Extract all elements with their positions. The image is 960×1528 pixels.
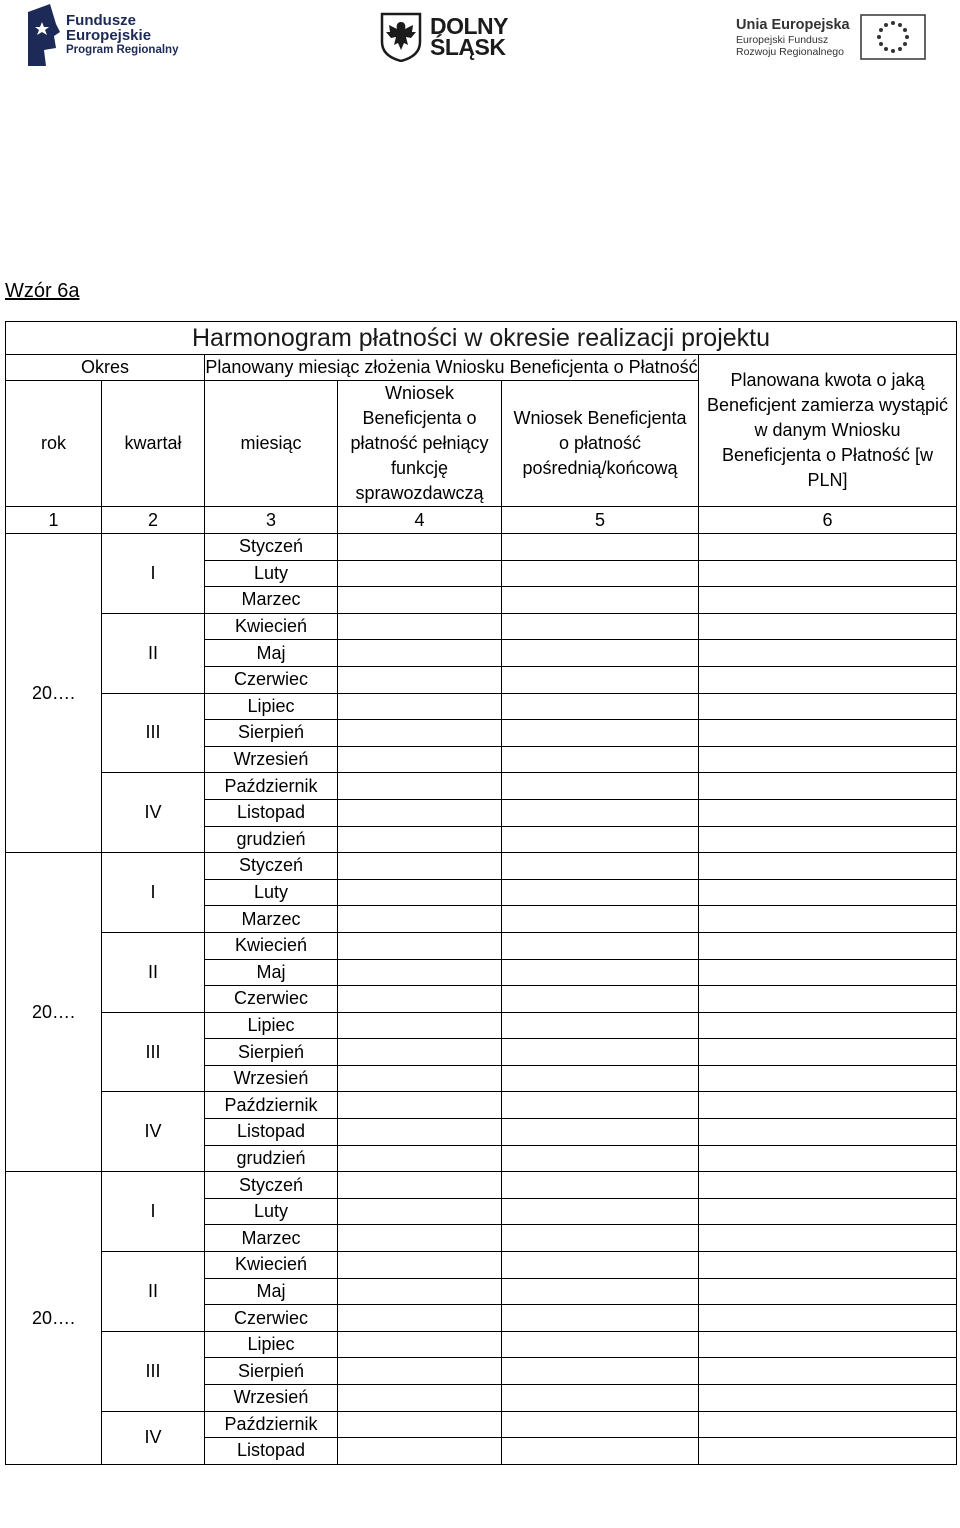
quarter-cell: IV: [102, 1411, 205, 1464]
posrednia-input-cell[interactable]: [502, 1012, 699, 1039]
quarter-cell: II: [102, 1252, 205, 1332]
month-cell: Wrzesień: [205, 746, 338, 773]
amount-input-cell[interactable]: [699, 587, 957, 614]
posrednia-input-cell[interactable]: [502, 1198, 699, 1225]
amount-input-cell[interactable]: [699, 959, 957, 986]
amount-input-cell[interactable]: [699, 906, 957, 933]
posrednia-input-cell[interactable]: [502, 1411, 699, 1438]
sprawozdawcza-input-cell[interactable]: [338, 799, 502, 826]
month-cell: grudzień: [205, 826, 338, 853]
sprawozdawcza-input-cell[interactable]: [338, 693, 502, 720]
sprawozdawcza-input-cell[interactable]: [338, 1305, 502, 1332]
amount-input-cell[interactable]: [699, 1198, 957, 1225]
posrednia-input-cell[interactable]: [502, 613, 699, 640]
month-cell: Lipiec: [205, 1012, 338, 1039]
posrednia-input-cell[interactable]: [502, 879, 699, 906]
posrednia-input-cell[interactable]: [502, 720, 699, 747]
unia-line3: Rozwoju Regionalnego: [736, 45, 844, 58]
month-cell: Luty: [205, 1198, 338, 1225]
column-number: 5: [502, 507, 699, 534]
month-cell: Sierpień: [205, 720, 338, 747]
year-cell: 20….: [6, 534, 102, 853]
month-cell: Luty: [205, 879, 338, 906]
month-row: [6, 1331, 957, 1358]
amount-header: Planowana kwota o jaką Beneficjent zamierza wystąpić w danym Wniosku Beneficjenta o Płatność [w PLN]: [699, 355, 957, 507]
quarter-cell: IV: [102, 1092, 205, 1172]
fundusze-figure-icon: [26, 4, 60, 66]
month-row: [6, 693, 957, 720]
month-cell: Sierpień: [205, 1039, 338, 1066]
month-cell: Marzec: [205, 906, 338, 933]
year-cell: 20….: [6, 853, 102, 1172]
month-cell: Październik: [205, 1092, 338, 1119]
planned-month-header: Planowany miesiąc złożenia Wniosku Beneficjenta o Płatność: [205, 355, 699, 381]
posrednia-input-cell[interactable]: [502, 1278, 699, 1305]
month-cell: Styczeń: [205, 1172, 338, 1199]
sprawozdawcza-input-cell[interactable]: [338, 746, 502, 773]
fundusze-line2: Europejskie: [66, 26, 152, 44]
amount-input-cell[interactable]: [699, 932, 957, 959]
posrednia-input-cell[interactable]: [502, 1305, 699, 1332]
posrednia-input-cell[interactable]: [502, 1172, 699, 1199]
amount-input-cell[interactable]: [699, 986, 957, 1013]
amount-input-cell[interactable]: [699, 720, 957, 747]
amount-input-cell[interactable]: [699, 1119, 957, 1146]
dolny-text: DOLNY: [430, 13, 508, 39]
dolny-slask-logo: [380, 12, 508, 62]
amount-input-cell[interactable]: [699, 666, 957, 693]
amount-input-cell[interactable]: [699, 1385, 957, 1412]
month-row: [6, 1012, 957, 1039]
quarter-cell: I: [102, 1172, 205, 1252]
sprawozdawcza-input-cell[interactable]: [338, 1092, 502, 1119]
sprawozdawcza-input-cell[interactable]: [338, 587, 502, 614]
month-cell: Czerwiec: [205, 666, 338, 693]
posrednia-input-cell[interactable]: [502, 560, 699, 587]
posrednia-input-cell[interactable]: [502, 1039, 699, 1066]
sprawozdawcza-input-cell[interactable]: [338, 986, 502, 1013]
sprawozdawcza-input-cell[interactable]: [338, 1385, 502, 1412]
month-cell: Sierpień: [205, 1358, 338, 1385]
fundusze-europejskie-logo: [26, 4, 178, 66]
amount-input-cell[interactable]: [699, 613, 957, 640]
quarter-cell: III: [102, 1331, 205, 1411]
posrednia-input-cell[interactable]: [502, 986, 699, 1013]
month-cell: Marzec: [205, 1225, 338, 1252]
sprawozdawcza-input-cell[interactable]: [338, 613, 502, 640]
amount-input-cell[interactable]: [699, 1092, 957, 1119]
unia-europejska-logo: [736, 14, 926, 60]
quarter-cell: III: [102, 1012, 205, 1092]
eu-flag-icon: [860, 14, 926, 60]
month-cell: Październik: [205, 1411, 338, 1438]
sprawozdawcza-header: Wniosek Beneficjenta o płatność pełniący funkcję sprawozdawczą: [338, 381, 502, 507]
logo-header: [0, 0, 960, 80]
month-row: [6, 1411, 957, 1438]
posrednia-input-cell[interactable]: [502, 693, 699, 720]
amount-input-cell[interactable]: [699, 1039, 957, 1066]
amount-input-cell[interactable]: [699, 1278, 957, 1305]
sprawozdawcza-input-cell[interactable]: [338, 906, 502, 933]
posrednia-input-cell[interactable]: [502, 959, 699, 986]
year-cell: 20….: [6, 1172, 102, 1465]
sprawozdawcza-input-cell[interactable]: [338, 1172, 502, 1199]
month-cell: Lipiec: [205, 1331, 338, 1358]
posrednia-input-cell[interactable]: [502, 640, 699, 667]
posrednia-input-cell[interactable]: [502, 1119, 699, 1146]
slask-text: ŚLĄSK: [430, 34, 506, 60]
sprawozdawcza-input-cell[interactable]: [338, 1198, 502, 1225]
sprawozdawcza-input-cell[interactable]: [338, 534, 502, 561]
sprawozdawcza-input-cell[interactable]: [338, 640, 502, 667]
month-cell: Styczeń: [205, 853, 338, 880]
sprawozdawcza-input-cell[interactable]: [338, 1065, 502, 1092]
month-row: [6, 1252, 957, 1279]
month-cell: Listopad: [205, 1438, 338, 1465]
sprawozdawcza-input-cell[interactable]: [338, 932, 502, 959]
amount-input-cell[interactable]: [699, 1358, 957, 1385]
amount-input-cell[interactable]: [699, 693, 957, 720]
amount-input-cell[interactable]: [699, 534, 957, 561]
posrednia-input-cell[interactable]: [502, 587, 699, 614]
month-cell: Maj: [205, 640, 338, 667]
miesiac-header: miesiąc: [205, 381, 338, 507]
unia-line2: Europejski Fundusz: [736, 33, 829, 46]
amount-input-cell[interactable]: [699, 826, 957, 853]
quarter-cell: II: [102, 613, 205, 693]
amount-input-cell[interactable]: [699, 746, 957, 773]
posrednia-input-cell[interactable]: [502, 1438, 699, 1465]
posrednia-input-cell[interactable]: [502, 534, 699, 561]
amount-input-cell[interactable]: [699, 560, 957, 587]
month-cell: grudzień: [205, 1145, 338, 1172]
posrednia-input-cell[interactable]: [502, 1358, 699, 1385]
fundusze-line3: Program Regionalny: [66, 43, 179, 56]
column-number: 2: [102, 507, 205, 534]
amount-input-cell[interactable]: [699, 853, 957, 880]
fundusze-line1: Fundusze: [66, 11, 136, 29]
posrednia-input-cell[interactable]: [502, 1385, 699, 1412]
sprawozdawcza-input-cell[interactable]: [338, 720, 502, 747]
quarter-cell: II: [102, 932, 205, 1012]
amount-input-cell[interactable]: [699, 879, 957, 906]
month-cell: Październik: [205, 773, 338, 800]
sprawozdawcza-input-cell[interactable]: [338, 1119, 502, 1146]
kwartal-header: kwartał: [102, 381, 205, 507]
sprawozdawcza-input-cell[interactable]: [338, 666, 502, 693]
month-cell: Kwiecień: [205, 1252, 338, 1279]
sprawozdawcza-input-cell[interactable]: [338, 879, 502, 906]
posrednia-input-cell[interactable]: [502, 773, 699, 800]
sprawozdawcza-input-cell[interactable]: [338, 826, 502, 853]
quarter-cell: III: [102, 693, 205, 773]
posrednia-header: Wniosek Beneficjenta o płatność pośrednią/końcową: [502, 381, 699, 507]
form-label: Wzór 6a: [5, 280, 80, 302]
sprawozdawcza-input-cell[interactable]: [338, 1252, 502, 1279]
payment-schedule-table: [5, 321, 957, 1465]
month-cell: Kwiecień: [205, 613, 338, 640]
posrednia-input-cell[interactable]: [502, 932, 699, 959]
month-cell: Maj: [205, 1278, 338, 1305]
month-row: [6, 613, 957, 640]
amount-input-cell[interactable]: [699, 773, 957, 800]
amount-input-cell[interactable]: [699, 640, 957, 667]
posrednia-input-cell[interactable]: [502, 906, 699, 933]
sprawozdawcza-input-cell[interactable]: [338, 853, 502, 880]
month-cell: Czerwiec: [205, 986, 338, 1013]
posrednia-input-cell[interactable]: [502, 826, 699, 853]
month-cell: Kwiecień: [205, 932, 338, 959]
month-cell: Styczeń: [205, 534, 338, 561]
month-cell: Listopad: [205, 799, 338, 826]
amount-input-cell[interactable]: [699, 1252, 957, 1279]
month-cell: Czerwiec: [205, 1305, 338, 1332]
table-title: Harmonogram płatności w okresie realizacji projektu: [6, 322, 957, 355]
sprawozdawcza-input-cell[interactable]: [338, 1012, 502, 1039]
amount-input-cell[interactable]: [699, 1331, 957, 1358]
amount-input-cell[interactable]: [699, 1145, 957, 1172]
amount-input-cell[interactable]: [699, 1225, 957, 1252]
month-cell: Maj: [205, 959, 338, 986]
okres-header: Okres: [6, 355, 205, 381]
quarter-cell: I: [102, 853, 205, 933]
posrednia-input-cell[interactable]: [502, 853, 699, 880]
month-cell: Listopad: [205, 1119, 338, 1146]
rok-header: rok: [6, 381, 102, 507]
sprawozdawcza-input-cell[interactable]: [338, 1145, 502, 1172]
posrednia-input-cell[interactable]: [502, 746, 699, 773]
posrednia-input-cell[interactable]: [502, 1145, 699, 1172]
posrednia-input-cell[interactable]: [502, 1065, 699, 1092]
posrednia-input-cell[interactable]: [502, 1252, 699, 1279]
posrednia-input-cell[interactable]: [502, 1331, 699, 1358]
sprawozdawcza-input-cell[interactable]: [338, 773, 502, 800]
amount-input-cell[interactable]: [699, 1172, 957, 1199]
posrednia-input-cell[interactable]: [502, 1225, 699, 1252]
sprawozdawcza-input-cell[interactable]: [338, 560, 502, 587]
amount-input-cell[interactable]: [699, 799, 957, 826]
sprawozdawcza-input-cell[interactable]: [338, 959, 502, 986]
column-number: 6: [699, 507, 957, 534]
amount-input-cell[interactable]: [699, 1411, 957, 1438]
column-number: 3: [205, 507, 338, 534]
month-row: [6, 534, 957, 561]
sprawozdawcza-input-cell[interactable]: [338, 1331, 502, 1358]
month-cell: Luty: [205, 560, 338, 587]
posrednia-input-cell[interactable]: [502, 1092, 699, 1119]
sprawozdawcza-input-cell[interactable]: [338, 1225, 502, 1252]
month-cell: Lipiec: [205, 693, 338, 720]
posrednia-input-cell[interactable]: [502, 666, 699, 693]
month-cell: Wrzesień: [205, 1385, 338, 1412]
amount-input-cell[interactable]: [699, 1305, 957, 1332]
unia-line1: Unia Europejska: [736, 16, 850, 33]
month-cell: Marzec: [205, 587, 338, 614]
quarter-cell: I: [102, 534, 205, 614]
sprawozdawcza-input-cell[interactable]: [338, 1278, 502, 1305]
sprawozdawcza-input-cell[interactable]: [338, 1411, 502, 1438]
sprawozdawcza-input-cell[interactable]: [338, 1438, 502, 1465]
amount-input-cell[interactable]: [699, 1438, 957, 1465]
month-row: [6, 932, 957, 959]
month-row: [6, 1092, 957, 1119]
month-row: [6, 773, 957, 800]
column-number: 4: [338, 507, 502, 534]
quarter-cell: IV: [102, 773, 205, 853]
month-row: [6, 1172, 957, 1199]
column-number: 1: [6, 507, 102, 534]
amount-input-cell[interactable]: [699, 1065, 957, 1092]
month-cell: Wrzesień: [205, 1065, 338, 1092]
posrednia-input-cell[interactable]: [502, 799, 699, 826]
eagle-crest-icon: [380, 12, 422, 62]
month-row: [6, 853, 957, 880]
amount-input-cell[interactable]: [699, 1012, 957, 1039]
sprawozdawcza-input-cell[interactable]: [338, 1358, 502, 1385]
sprawozdawcza-input-cell[interactable]: [338, 1039, 502, 1066]
